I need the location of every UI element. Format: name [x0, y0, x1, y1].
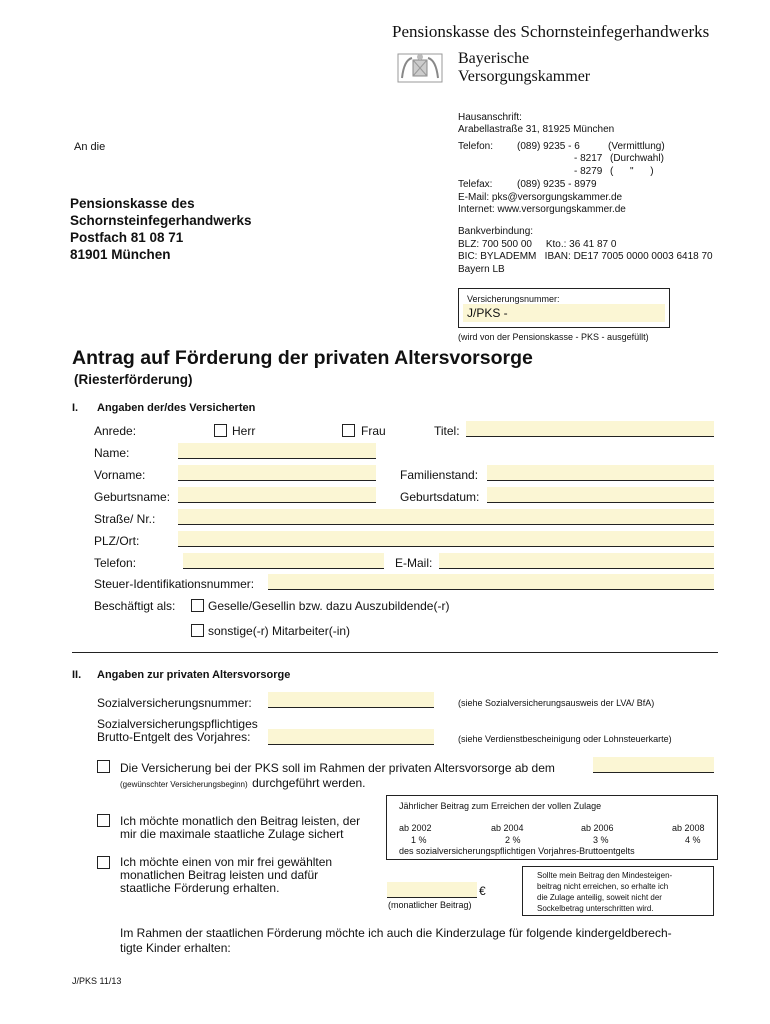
telefon-number: (089) 9235 - 6 [517, 141, 580, 152]
section1-heading: Angaben der/des Versicherten [97, 402, 256, 414]
name-label: Name: [94, 446, 130, 460]
year-2002: ab 2002 [399, 823, 432, 833]
email-address: E-Mail: pks@versorgungskammer.de [458, 192, 623, 203]
org-name: Pensionskasse des Schornsteinfegerhandwerks [392, 22, 710, 41]
durchwahl1: - 8217 [574, 153, 603, 164]
bank-blz: BLZ: 700 500 00 Kto.: 36 41 87 0 [458, 239, 617, 250]
bank-name: Bayern LB [458, 264, 505, 275]
geselle-checkbox[interactable] [191, 599, 204, 612]
versicherungsnummer-note: (wird von der Pensionskasse - PKS - ausgefüllt) [458, 332, 649, 342]
form-code: J/PKS 11/13 [72, 976, 122, 986]
telefon-field-label: Telefon: [94, 556, 137, 570]
brutto-label-line1: Sozialversicherungspflichtiges [97, 717, 258, 731]
versicherungsbeginn-field[interactable] [593, 757, 714, 773]
bank-label: Bankverbindung: [458, 226, 534, 237]
strasse-field[interactable] [178, 509, 714, 525]
recipient-line3: Postfach 81 08 71 [70, 230, 184, 245]
email-field-label: E-Mail: [395, 556, 433, 570]
monatlich-checkbox[interactable] [97, 814, 110, 827]
recipient-line1: Pensionskasse des [70, 196, 195, 211]
euro-symbol: € [479, 884, 486, 898]
monatlicher-beitrag-field[interactable] [387, 882, 477, 898]
note-line4: Sockelbetrag unterschritten wird. [537, 904, 654, 913]
monatlich-line2: mir die maximale staatliche Zulage sichert [120, 827, 344, 841]
section2-heading: Angaben zur privaten Altersvorsorge [97, 669, 291, 681]
telefon-note: (Vermittlung) [608, 141, 665, 152]
durchwahl2-note: ( " ) [610, 166, 654, 177]
familienstand-label: Familienstand: [400, 468, 479, 482]
org-sub2: Versorgungskammer [458, 68, 591, 85]
section2-number: II. [72, 669, 82, 681]
herr-label: Herr [232, 424, 256, 438]
versicherungsnummer-label: Versicherungsnummer: [467, 294, 560, 304]
frei-checkbox[interactable] [97, 856, 110, 869]
internet-address: Internet: www.versorgungskammer.de [458, 204, 626, 215]
kinder-line2: tigte Kinder erhalten: [120, 941, 231, 955]
bank-bic: BIC: BYLADEMM IBAN: DE17 7005 0000 0003 6418 70 [458, 251, 713, 262]
geburtsname-field[interactable] [178, 487, 376, 503]
percent-2006: 3 % [593, 835, 609, 845]
page-subtitle: (Riesterförderung) [74, 372, 193, 387]
org-sub1: Bayerische [458, 50, 530, 67]
versicherungsnummer-value: J/PKS - [467, 306, 508, 320]
year-2004: ab 2004 [491, 823, 524, 833]
steuer-id-field[interactable] [268, 574, 714, 590]
percent-2008: 4 % [685, 835, 701, 845]
geburtsname-label: Geburtsname: [94, 490, 171, 504]
frau-label: Frau [361, 424, 386, 438]
brutto-label [97, 718, 258, 744]
svnr-note: (siehe Sozialversicherungsausweis der LVA/ BfA) [458, 698, 655, 708]
frei-line1: Ich möchte einen von mir frei gewählten [120, 855, 333, 869]
note-line3: die Zulage anteilig, soweit nicht der [537, 893, 662, 902]
note-line2: beitrag nicht erreichen, so erhalte ich [537, 882, 669, 891]
monatlich-text [120, 815, 360, 841]
recipient-address [70, 195, 252, 263]
titel-label: Titel: [434, 424, 460, 438]
versicherung-checkbox[interactable] [97, 760, 110, 773]
name-field[interactable] [178, 443, 376, 459]
kinderzulage-text [120, 926, 672, 956]
year-2006: ab 2006 [581, 823, 614, 833]
geburtsdatum-label: Geburtsdatum: [400, 490, 480, 504]
brutto-label-line2: Brutto-Entgelt des Vorjahres: [97, 730, 251, 744]
telefax-label: Telefax: [458, 179, 493, 190]
vorname-label: Vorname: [94, 468, 146, 482]
frei-line2: monatlichen Beitrag leisten und dafür [120, 868, 319, 882]
frau-checkbox[interactable] [342, 424, 355, 437]
familienstand-field[interactable] [487, 465, 714, 481]
beitrag-table [386, 795, 718, 860]
plz-label: PLZ/Ort: [94, 534, 140, 548]
year-2008: ab 2008 [672, 823, 705, 833]
geburtsdatum-field[interactable] [487, 487, 714, 503]
hausanschrift-label: Hausanschrift: [458, 112, 522, 123]
herr-checkbox[interactable] [214, 424, 227, 437]
sonstige-label: sonstige(-r) Mitarbeiter(-in) [208, 624, 351, 638]
durchwahl2: - 8279 [574, 166, 603, 177]
geselle-label: Geselle/Gesellin bzw. dazu Auszubildende(-r) [208, 599, 450, 613]
versicherung-text-end: durchgeführt werden. [252, 776, 366, 790]
versicherungsnummer-field[interactable] [463, 304, 665, 322]
titel-field[interactable] [466, 421, 714, 437]
telefon-field[interactable] [183, 553, 384, 569]
beitrag-table-title: Jährlicher Beitrag zum Erreichen der vollen Zulage [399, 801, 602, 811]
mindestbeitrag-note [522, 866, 714, 916]
recipient-line4: 81901 München [70, 247, 171, 262]
versicherung-line2 [120, 774, 366, 792]
durchwahl1-note: (Durchwahl) [610, 153, 664, 164]
email-field[interactable] [439, 553, 714, 569]
section1-number: I. [72, 402, 79, 414]
svnr-field[interactable] [268, 692, 434, 708]
frei-line3: staatliche Förderung erhalten. [120, 881, 280, 895]
recipient-line2: Schornsteinfegerhandwerks [70, 213, 252, 228]
beitrag-table-footer: des sozialversicherungspflichtigen Vorjahres-Bruttoentgelts [399, 846, 635, 856]
telefax-number: (089) 9235 - 8979 [517, 179, 597, 190]
vorname-field[interactable] [178, 465, 376, 481]
page-title: Antrag auf Förderung der privaten Altersvorsorge [72, 347, 533, 369]
coat-of-arms-icon [396, 52, 444, 84]
sonstige-checkbox[interactable] [191, 624, 204, 637]
monatlicher-beitrag-label: (monatlicher Beitrag) [388, 900, 472, 910]
monatlich-line1: Ich möchte monatlich den Beitrag leisten, der [120, 814, 361, 828]
kinder-line1: Im Rahmen der staatlichen Förderung möchte ich auch die Kinderzulage für folgende kindergeldberech- [120, 926, 672, 940]
telefon-label: Telefon: [458, 141, 494, 152]
note-line1: Sollte mein Beitrag den Mindesteigen- [537, 871, 673, 880]
brutto-note: (siehe Verdienstbescheinigung oder Lohnsteuerkarte) [458, 734, 672, 744]
strasse-label: Straße/ Nr.: [94, 512, 156, 526]
frei-text [120, 856, 332, 895]
versicherung-text: Die Versicherung bei der PKS soll im Rahmen der privaten Altersvorsorge ab dem [120, 761, 555, 775]
steuer-id-label: Steuer-Identifikationsnummer: [94, 577, 255, 591]
beschaeftigt-label: Beschäftigt als: [94, 599, 176, 613]
anrede-label: Anrede: [94, 424, 137, 438]
an-die: An die [74, 141, 106, 153]
hausanschrift: Arabellastraße 31, 81925 München [458, 124, 615, 135]
section-divider [72, 652, 718, 653]
plz-ort-field[interactable] [178, 531, 714, 547]
brutto-field[interactable] [268, 729, 434, 745]
versicherungsbeginn-hint: (gewünschter Versicherungsbeginn) [120, 780, 248, 789]
versicherungsnummer-box [458, 288, 670, 328]
percent-2002: 1 % [411, 835, 427, 845]
svnr-label: Sozialversicherungsnummer: [97, 696, 252, 710]
percent-2004: 2 % [505, 835, 521, 845]
